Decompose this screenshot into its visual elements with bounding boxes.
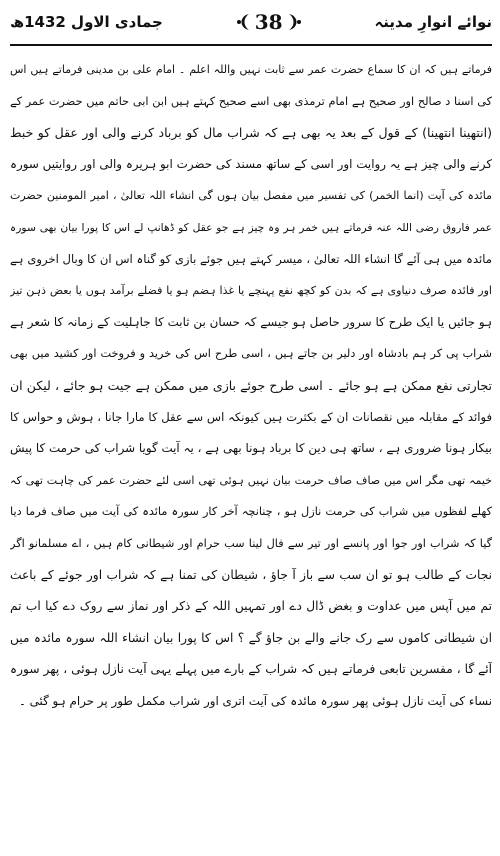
- text-line: اور فائدہ صرف دنیاوی ہے کہ بدن کو کچھ نفع پہنچے یا غذا ہضم ہو یا فضلے برآمد ہوں یا بعض ذہن تیز: [10, 284, 492, 298]
- text-line: کی اسنا د صالح اور صحیح ہے امام ترمذی بھی اسے صحیح کہتے ہیں ابن ابی حاتم میں حضرت عمر کے: [10, 94, 492, 108]
- text-line: گیا کہ شراب اور جوا اور پانسے اور تیر سے فال لینا سب حرام اور شیطانی کام ہیں ، اے مسلمانو اگر: [10, 536, 492, 550]
- page-number: 38: [254, 10, 283, 34]
- text-line: فرماتے ہیں کہ ان کا سماع حضرت عمر سے ثابت نہیں واللہ اعلم ۔ امام علی بن مدینی فرماتے ہیں اس: [10, 63, 492, 76]
- text-line: نجات کے طالب ہو تو ان سب سے باز آ جاؤ ، شیطان کی تمنا ہے کہ شراب اور جوئے کے باعث: [10, 567, 492, 582]
- text-line: مائدہ کی آیت (انما الخمر) کی تفسیر میں مفصل بیان ہوں گی انشاء اللہ تعالیٰ ، امیر المومنین حضرت: [10, 189, 492, 203]
- text-line: شراب پی کر ہم بادشاہ اور دلیر بن جاتے ہیں ، اسی طرح اس کی خرید و فروخت اور کشید میں بھی: [10, 347, 492, 361]
- page-number-box: [233, 10, 305, 34]
- text-line: تم میں آپس میں عداوت و بغض ڈال دے اور تمہیں اللہ کے ذکر اور نماز سے روک دے کیا اب تم: [10, 599, 492, 614]
- publication-title: نوائے انوارِ مدینہ: [374, 13, 492, 31]
- text-line: ہو جائیں یا ایک طرح کا سرور حاصل ہو جیسے کہ حسان بن ثابت کا جاہلیت کے زمانہ کا شعر ہے: [10, 314, 492, 329]
- text-line: بیکار ہونا ضروری ہے ، ساتھ ہی دین کا برباد ہونا بھی ہے ، یہ آیت گویا شراب کی حرمت کا پیش: [10, 441, 492, 456]
- text-line: (انتھینا انتھینا) کے قول کے بعد یہ بھی ہے کہ شراب مال کو برباد کرنے والی اور عقل کو خبط: [10, 125, 492, 141]
- text-line: فوائد کے مقابلہ میں نقصانات ان کے بکثرت ہیں کیونکہ اس سے عقل کا مارا جانا ، ہوش و حواس کا: [10, 409, 492, 424]
- ornament-left-icon: [233, 12, 251, 32]
- text-line: کھلے لفظوں میں شراب کی حرمت نازل ہو ، چنانچہ آخر کار سورہ مائدہ کی آیت میں صاف فرما دیا: [10, 505, 492, 519]
- text-line: آئے گا ، مفسرین تابعی فرماتے ہیں کہ شراب کے بارے میں پہلے یہی آیت نازل ہوئی ، پھر سورہ: [10, 662, 492, 677]
- text-line: کرنے والی چیز ہے یہ روایت اور اسی کے ساتھ مسند کی حضرت ابو ہریرہ والی اور روایتیں سورہ: [10, 156, 492, 171]
- text-line: نساء کی آیت نازل ہوئی پھر سورہ مائدہ کی آیت اتری اور شراب مکمل طور پر حرام ہو گئی ۔: [18, 693, 492, 708]
- issue-date: جمادی الاول 1432ھ: [10, 13, 163, 31]
- page-header: [10, 0, 492, 46]
- text-line: خیمہ تھی مگر اس میں صاف صاف حرمت بیان نہیں ہوئی تھی اسی لئے حضرت عمر کی چاہت تھی کہ: [10, 473, 492, 487]
- text-line: عمر فاروق رضی اللہ عنہ فرماتے ہیں خمر ہر وہ چیز ہے جو عقل کو ڈھانپ لے اس کا پورا بیان بھی سورہ: [10, 220, 492, 234]
- text-line: ان شیطانی کاموں سے رک جانے والے بن جاؤ گے ؟ اس کا پورا بیان انشاء اللہ سورہ مائدہ میں: [10, 630, 492, 645]
- text-line: مائدہ میں ہی آئے گا انشاء اللہ تعالیٰ ، میسر کہتے ہیں جوئے بازی کو گناہ اس ان کا وبال اخروی ہے: [10, 251, 492, 266]
- ornament-right-icon: [287, 12, 305, 32]
- text-line: تجارتی نفع ممکن ہے ہو جائے ۔ اسی طرح جوئے بازی میں ممکن ہے جیت ہو جائے ، لیکن ان: [10, 377, 492, 393]
- article-body: [10, 54, 492, 717]
